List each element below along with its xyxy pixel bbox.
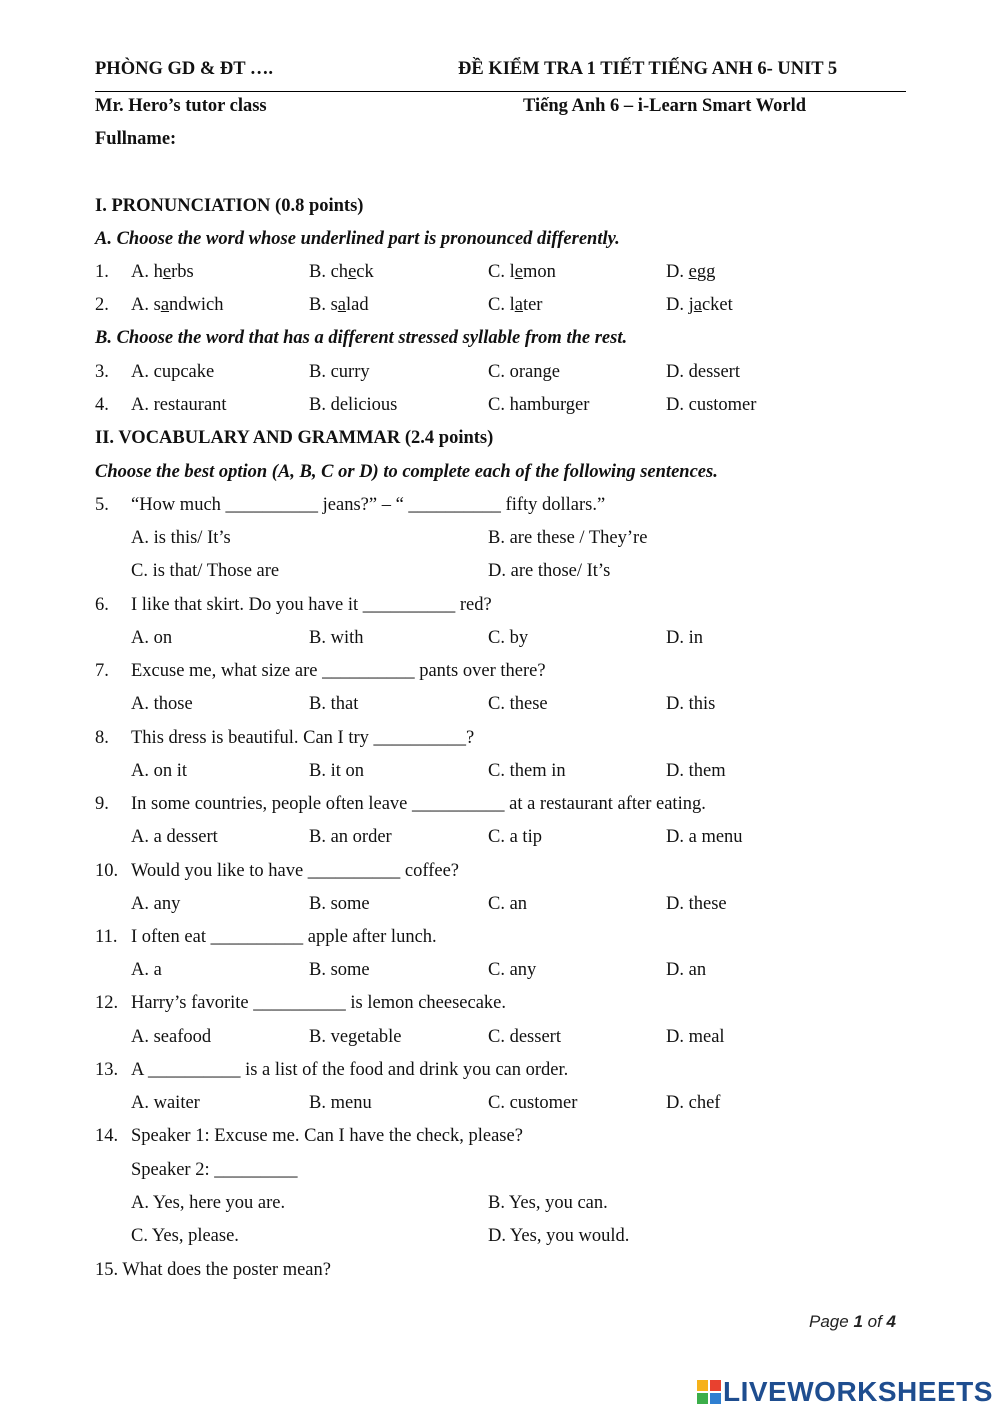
page-number: Page 1 of 4 xyxy=(809,1312,896,1331)
q8-option-b[interactable]: B. it on xyxy=(309,761,364,781)
q9-number: 9. xyxy=(95,794,109,814)
q12-number: 12. xyxy=(95,993,119,1013)
part-b-instruction: B. Choose the word that has a different stressed syllable from the rest. xyxy=(95,328,628,348)
liveworksheets-logo-icon xyxy=(697,1380,721,1404)
q10-option-c[interactable]: C. an xyxy=(488,894,528,914)
q11-option-b[interactable]: B. some xyxy=(309,960,370,980)
q10-option-b[interactable]: B. some xyxy=(309,894,370,914)
q7-option-c[interactable]: C. these xyxy=(488,694,548,714)
q3-number: 3. xyxy=(95,362,109,382)
q6-option-a[interactable]: A. on xyxy=(131,628,173,648)
q7-option-d[interactable]: D. this xyxy=(666,694,716,714)
q8-text: This dress is beautiful. Can I try __________? xyxy=(131,728,475,748)
q10-text: Would you like to have __________ coffee? xyxy=(131,861,460,881)
q13-number: 13. xyxy=(95,1060,119,1080)
q12-text: Harry’s favorite __________ is lemon cheesecake. xyxy=(131,993,507,1013)
q14-option-d[interactable]: D. Yes, you would. xyxy=(488,1226,630,1246)
q12-option-a[interactable]: A. seafood xyxy=(131,1027,212,1047)
q10-option-d[interactable]: D. these xyxy=(666,894,727,914)
q9-option-b[interactable]: B. an order xyxy=(309,827,392,847)
q6-number: 6. xyxy=(95,595,109,615)
q14-text: Speaker 1: Excuse me. Can I have the check, please? xyxy=(131,1126,523,1146)
q1-number: 1. xyxy=(95,262,109,282)
part-a-instruction: A. Choose the word whose underlined part is pronounced differently. xyxy=(95,229,620,249)
q5-option-c[interactable]: C. is that/ Those are xyxy=(131,561,280,581)
header-test-title: ĐỀ KIỂM TRA 1 TIẾT TIẾNG ANH 6- UNIT 5 xyxy=(458,59,838,79)
q3-option-c[interactable]: C. orange xyxy=(488,362,560,382)
q2-number: 2. xyxy=(95,295,109,315)
q13-option-a[interactable]: A. waiter xyxy=(131,1093,200,1113)
header-class: Mr. Hero’s tutor class xyxy=(95,96,267,116)
q10-number: 10. xyxy=(95,861,119,881)
q6-option-d[interactable]: D. in xyxy=(666,628,703,648)
q12-option-d[interactable]: D. meal xyxy=(666,1027,725,1047)
q1-option-c[interactable]: C. lemon xyxy=(488,262,556,282)
q14-option-b[interactable]: B. Yes, you can. xyxy=(488,1193,608,1213)
q8-number: 8. xyxy=(95,728,109,748)
q13-option-d[interactable]: D. chef xyxy=(666,1093,721,1113)
q7-number: 7. xyxy=(95,661,109,681)
header-school: PHÒNG GD & ĐT …. xyxy=(95,59,273,79)
q4-option-d[interactable]: D. customer xyxy=(666,395,757,415)
header-divider xyxy=(95,91,906,92)
q11-number: 11. xyxy=(95,927,118,947)
q5-option-b[interactable]: B. are these / They’re xyxy=(488,528,648,548)
q2-option-c[interactable]: C. later xyxy=(488,295,543,315)
q11-option-a[interactable]: A. a xyxy=(131,960,162,980)
q13-option-c[interactable]: C. customer xyxy=(488,1093,578,1113)
q3-option-d[interactable]: D. dessert xyxy=(666,362,740,382)
q4-option-b[interactable]: B. delicious xyxy=(309,395,398,415)
q8-option-d[interactable]: D. them xyxy=(666,761,726,781)
q3-option-a[interactable]: A. cupcake xyxy=(131,362,215,382)
q11-text: I often eat __________ apple after lunch. xyxy=(131,927,437,947)
q6-option-b[interactable]: B. with xyxy=(309,628,364,648)
q4-option-c[interactable]: C. hamburger xyxy=(488,395,590,415)
q9-option-d[interactable]: D. a menu xyxy=(666,827,743,847)
q11-option-c[interactable]: C. any xyxy=(488,960,537,980)
q7-option-a[interactable]: A. those xyxy=(131,694,193,714)
q9-option-c[interactable]: C. a tip xyxy=(488,827,542,847)
q8-option-a[interactable]: A. on it xyxy=(131,761,188,781)
q1-option-b[interactable]: B. check xyxy=(309,262,374,282)
q15-text: 15. What does the poster mean? xyxy=(95,1260,331,1280)
section-vocab-title: II. VOCABULARY AND GRAMMAR (2.4 points) xyxy=(95,428,494,448)
q14-number: 14. xyxy=(95,1126,119,1146)
q3-option-b[interactable]: B. curry xyxy=(309,362,370,382)
header-subject: Tiếng Anh 6 – i-Learn Smart World xyxy=(523,96,807,116)
q9-option-a[interactable]: A. a dessert xyxy=(131,827,218,847)
q13-option-b[interactable]: B. menu xyxy=(309,1093,372,1113)
q12-option-c[interactable]: C. dessert xyxy=(488,1027,561,1047)
fullname-label: Fullname: xyxy=(95,129,177,149)
q6-text: I like that skirt. Do you have it __________ red? xyxy=(131,595,492,615)
q14-text-2: Speaker 2: _________ xyxy=(131,1160,298,1180)
q9-text: In some countries, people often leave __________ at a restaurant after eating. xyxy=(131,794,706,814)
q8-option-c[interactable]: C. them in xyxy=(488,761,566,781)
q6-option-c[interactable]: C. by xyxy=(488,628,529,648)
q4-number: 4. xyxy=(95,395,109,415)
q14-option-a[interactable]: A. Yes, here you are. xyxy=(131,1193,286,1213)
q2-option-b[interactable]: B. salad xyxy=(309,295,369,315)
q7-option-b[interactable]: B. that xyxy=(309,694,359,714)
section-vocab-instruction: Choose the best option (A, B, C or D) to complete each of the following sentences. xyxy=(95,462,718,482)
q4-option-a[interactable]: A. restaurant xyxy=(131,395,227,415)
q12-option-b[interactable]: B. vegetable xyxy=(309,1027,402,1047)
q2-option-a[interactable]: A. sandwich xyxy=(131,295,224,315)
q5-option-d[interactable]: D. are those/ It’s xyxy=(488,561,611,581)
q5-option-a[interactable]: A. is this/ It’s xyxy=(131,528,231,548)
q5-number: 5. xyxy=(95,495,109,515)
q5-text: “How much __________ jeans?” – “ __________ fifty dollars.” xyxy=(131,495,606,515)
q11-option-d[interactable]: D. an xyxy=(666,960,707,980)
q14-option-c[interactable]: C. Yes, please. xyxy=(131,1226,239,1246)
q13-text: A __________ is a list of the food and drink you can order. xyxy=(131,1060,569,1080)
q1-option-a[interactable]: A. herbs xyxy=(131,262,194,282)
q1-option-d[interactable]: D. egg xyxy=(666,262,716,282)
liveworksheets-logo-text[interactable]: LIVEWORKSHEETS xyxy=(723,1376,993,1407)
q2-option-d[interactable]: D. jacket xyxy=(666,295,733,315)
q7-text: Excuse me, what size are __________ pants over there? xyxy=(131,661,546,681)
section-pronunciation-title: I. PRONUNCIATION (0.8 points) xyxy=(95,196,364,216)
q10-option-a[interactable]: A. any xyxy=(131,894,181,914)
